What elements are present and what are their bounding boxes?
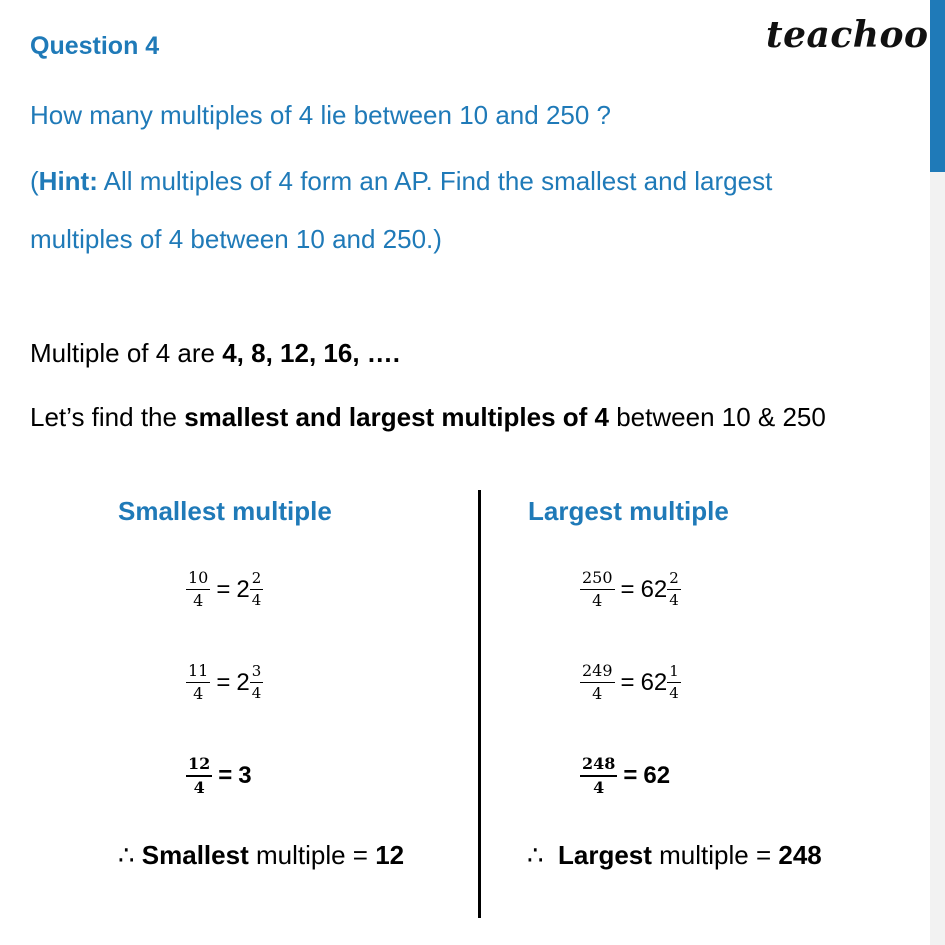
smallest-step-1 [186, 570, 263, 609]
whole-part: 2 [236, 575, 250, 603]
numerator: 1 [667, 664, 681, 683]
hint-line-1 [30, 166, 772, 197]
smallest-heading: Smallest multiple [118, 496, 332, 526]
smallest-step-2 [186, 663, 263, 702]
numerator: 11 [186, 663, 210, 683]
denominator: 4 [592, 591, 603, 610]
largest-heading: Largest multiple [528, 496, 729, 526]
numerator: 250 [580, 570, 615, 590]
largest-step-1 [580, 570, 681, 609]
equals-sign: = [620, 575, 635, 603]
find-bold: smallest and largest multiples of 4 [184, 402, 609, 432]
denominator: 4 [193, 778, 205, 797]
equals-sign: = [620, 668, 635, 696]
numerator: 12 [186, 756, 212, 777]
denominator: 4 [251, 684, 262, 702]
fraction [580, 663, 615, 702]
numerator: 10 [186, 570, 210, 590]
hint-open-paren: ( [30, 166, 39, 196]
largest-step-2 [580, 663, 681, 702]
denominator: 4 [669, 591, 679, 609]
therefore-symbol: ∴ [527, 840, 544, 870]
whole-part: 62 [640, 668, 668, 696]
mixed-number [641, 571, 681, 608]
denominator: 4 [193, 591, 204, 610]
conclusion-value: 12 [375, 840, 405, 870]
hint-label: Hint: [38, 166, 98, 196]
column-divider [478, 490, 481, 918]
fraction [186, 663, 210, 702]
whole-part: 2 [236, 668, 250, 696]
teachoo-logo: teachoo [766, 14, 929, 56]
hint-line-2: multiples of 4 between 10 and 250.) [30, 224, 442, 254]
numerator: 248 [580, 756, 617, 777]
mixed-number [236, 571, 263, 608]
smallest-conclusion [118, 840, 404, 871]
smallest-step-3 [186, 756, 252, 796]
fraction [580, 756, 617, 796]
mixed-number [641, 664, 681, 701]
fraction-part [667, 664, 681, 701]
numerator: 249 [580, 663, 615, 683]
numerator: 2 [250, 571, 264, 590]
multiples-list: 4, 8, 12, 16, …. [222, 338, 400, 368]
denominator: 4 [251, 591, 262, 609]
denominator: 4 [592, 684, 603, 703]
question-text: How many multiples of 4 lie between 10 and 250 ? [30, 100, 612, 130]
whole-part: 62 [640, 575, 668, 603]
find-suffix: between 10 & 250 [609, 402, 826, 432]
result-value: 62 [643, 762, 671, 789]
conclusion-bold: Largest [558, 840, 652, 870]
numerator: 2 [667, 571, 681, 590]
multiples-prefix: Multiple of 4 are [30, 338, 223, 368]
denominator: 4 [593, 778, 605, 797]
conclusion-value: 248 [778, 840, 822, 870]
denominator: 4 [669, 684, 679, 702]
largest-conclusion [527, 840, 822, 871]
equals-sign: = [623, 762, 638, 789]
equals-sign: = [216, 575, 231, 603]
denominator: 4 [193, 684, 204, 703]
scrollbar-thumb[interactable] [930, 0, 945, 172]
hint-text: All multiples of 4 form an AP. Find the smallest and largest [97, 166, 773, 196]
largest-step-3 [580, 756, 670, 796]
fraction-part [250, 571, 264, 608]
question-title: Question 4 [30, 32, 160, 60]
find-line [30, 402, 826, 433]
mixed-number [236, 664, 263, 701]
find-prefix: Let’s find the [30, 402, 185, 432]
fraction-part [250, 664, 264, 701]
fraction [186, 570, 210, 609]
fraction [186, 756, 212, 796]
multiples-line [30, 338, 400, 369]
equals-sign: = [218, 762, 233, 789]
fraction-part [667, 571, 681, 608]
conclusion-text: multiple = [651, 840, 779, 870]
numerator: 3 [250, 664, 264, 683]
therefore-symbol: ∴ [118, 840, 135, 870]
result-value: 3 [238, 762, 252, 789]
conclusion-text: multiple = [248, 840, 376, 870]
equals-sign: = [216, 668, 231, 696]
conclusion-bold: Smallest [141, 840, 249, 870]
fraction [580, 570, 615, 609]
